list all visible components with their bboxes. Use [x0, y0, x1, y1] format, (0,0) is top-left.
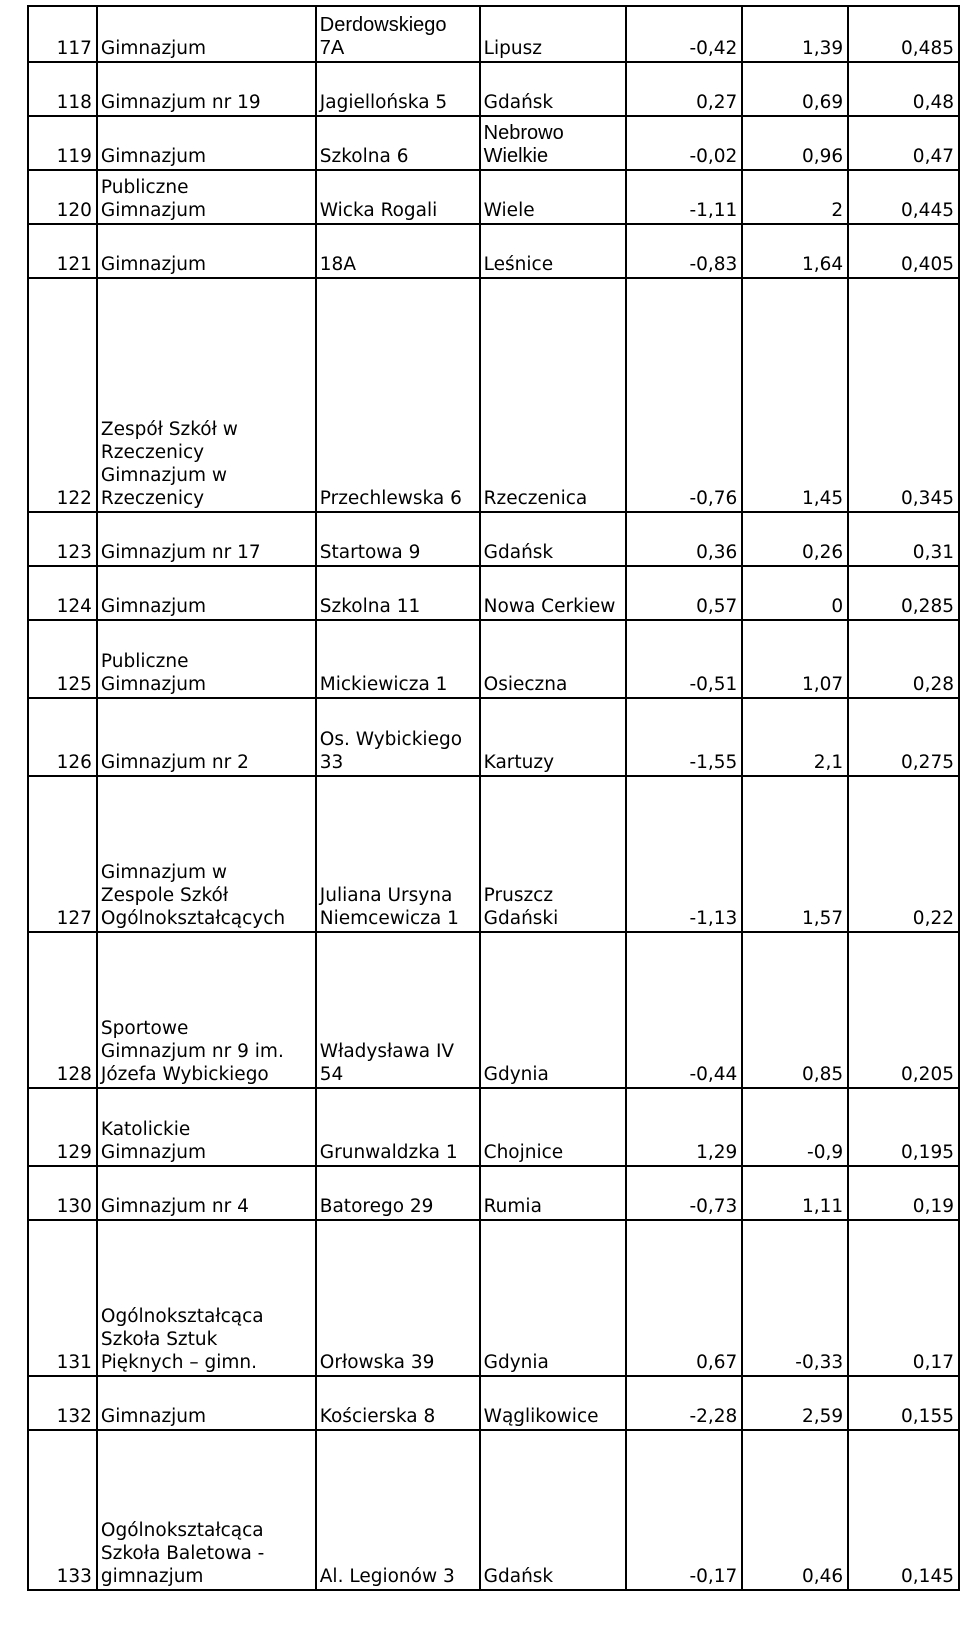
school-name: Publiczne Gimnazjum	[97, 170, 316, 224]
value-1: -0,73	[626, 1166, 743, 1220]
row-number: 132	[28, 1376, 97, 1430]
table-row	[28, 932, 959, 1088]
school-name: Katolickie Gimnazjum	[97, 1088, 316, 1166]
row-number: 123	[28, 512, 97, 566]
value-3: 0,195	[848, 1088, 959, 1166]
school-street: Władysława IV 54	[316, 932, 480, 1088]
row-number: 133	[28, 1430, 97, 1590]
row-number: 126	[28, 698, 97, 776]
value-2: 2,1	[742, 698, 848, 776]
value-1: -0,17	[626, 1430, 743, 1590]
value-1: -0,51	[626, 620, 743, 698]
school-street: Szkolna 11	[316, 566, 480, 620]
value-2: 2,59	[742, 1376, 848, 1430]
row-number: 127	[28, 776, 97, 932]
row-number: 128	[28, 932, 97, 1088]
school-city: Lipusz	[480, 6, 626, 62]
table-row	[28, 278, 959, 512]
value-2: 0,26	[742, 512, 848, 566]
school-name: Zespół Szkół w Rzeczenicy Gimnazjum w Rzeczenicy	[97, 278, 316, 512]
school-street: Szkolna 6	[316, 116, 480, 170]
row-number: 124	[28, 566, 97, 620]
school-city: Wąglikowice	[480, 1376, 626, 1430]
school-name: Sportowe Gimnazjum nr 9 im. Józefa Wybickiego	[97, 932, 316, 1088]
school-city: Rumia	[480, 1166, 626, 1220]
school-name: Gimnazjum	[97, 566, 316, 620]
school-city: Kartuzy	[480, 698, 626, 776]
table-row	[28, 62, 959, 116]
value-3: 0,19	[848, 1166, 959, 1220]
row-number: 121	[28, 224, 97, 278]
table-row	[28, 116, 959, 170]
table-row	[28, 1088, 959, 1166]
table-row	[28, 620, 959, 698]
value-3: 0,205	[848, 932, 959, 1088]
row-number: 125	[28, 620, 97, 698]
school-street: Grunwaldzka 1	[316, 1088, 480, 1166]
school-street: Os. Wybickiego 33	[316, 698, 480, 776]
school-city: Wiele	[480, 170, 626, 224]
table-row	[28, 224, 959, 278]
school-name: Ogólnokształcąca Szkoła Baletowa - gimnazjum	[97, 1430, 316, 1590]
school-street: Mickiewicza 1	[316, 620, 480, 698]
value-3: 0,155	[848, 1376, 959, 1430]
school-name: Gimnazjum	[97, 224, 316, 278]
value-2: 0	[742, 566, 848, 620]
value-1: 0,27	[626, 62, 743, 116]
school-street: Orłowska 39	[316, 1220, 480, 1376]
value-3: 0,275	[848, 698, 959, 776]
value-1: -0,76	[626, 278, 743, 512]
table-body	[28, 6, 959, 1590]
value-2: 1,57	[742, 776, 848, 932]
school-city: Gdańsk	[480, 62, 626, 116]
school-name: Gimnazjum nr 17	[97, 512, 316, 566]
value-1: -2,28	[626, 1376, 743, 1430]
school-street: Juliana Ursyna Niemcewicza 1	[316, 776, 480, 932]
value-1: -1,11	[626, 170, 743, 224]
school-name: Gimnazjum w Zespole Szkół Ogólnokształcących	[97, 776, 316, 932]
schools-table	[27, 5, 960, 1591]
school-city: Nowa Cerkiew	[480, 566, 626, 620]
school-city: Gdańsk	[480, 1430, 626, 1590]
school-street: Kościerska 8	[316, 1376, 480, 1430]
row-number: 122	[28, 278, 97, 512]
school-city: Nebrowo Wielkie	[480, 116, 626, 170]
value-3: 0,48	[848, 62, 959, 116]
value-1: 0,36	[626, 512, 743, 566]
value-3: 0,445	[848, 170, 959, 224]
school-name: Gimnazjum nr 19	[97, 62, 316, 116]
school-name: Gimnazjum	[97, 116, 316, 170]
school-name: Publiczne Gimnazjum	[97, 620, 316, 698]
school-name: Gimnazjum	[97, 1376, 316, 1430]
school-city: Gdynia	[480, 932, 626, 1088]
value-1: -0,44	[626, 932, 743, 1088]
value-1: -1,55	[626, 698, 743, 776]
row-number: 119	[28, 116, 97, 170]
school-name: Gimnazjum nr 4	[97, 1166, 316, 1220]
row-number: 120	[28, 170, 97, 224]
value-3: 0,47	[848, 116, 959, 170]
school-name: Gimnazjum nr 2	[97, 698, 316, 776]
school-street: Al. Legionów 3	[316, 1430, 480, 1590]
value-3: 0,345	[848, 278, 959, 512]
row-number: 130	[28, 1166, 97, 1220]
row-number: 129	[28, 1088, 97, 1166]
table-row	[28, 1166, 959, 1220]
value-1: 1,29	[626, 1088, 743, 1166]
value-2: 0,46	[742, 1430, 848, 1590]
value-3: 0,285	[848, 566, 959, 620]
school-city: Osieczna	[480, 620, 626, 698]
value-2: 1,11	[742, 1166, 848, 1220]
school-street: Wicka Rogali	[316, 170, 480, 224]
value-2: -0,9	[742, 1088, 848, 1166]
table-row	[28, 1376, 959, 1430]
school-street: 18A	[316, 224, 480, 278]
school-city: Leśnice	[480, 224, 626, 278]
school-name: Gimnazjum	[97, 6, 316, 62]
value-1: -1,13	[626, 776, 743, 932]
school-city: Rzeczenica	[480, 278, 626, 512]
value-2: 1,39	[742, 6, 848, 62]
value-3: 0,31	[848, 512, 959, 566]
school-street: Batorego 29	[316, 1166, 480, 1220]
table-row	[28, 1220, 959, 1376]
value-2: 0,96	[742, 116, 848, 170]
value-2: 1,07	[742, 620, 848, 698]
table-row	[28, 6, 959, 62]
school-name: Ogólnokształcąca Szkoła Sztuk Pięknych – gimn.	[97, 1220, 316, 1376]
value-3: 0,17	[848, 1220, 959, 1376]
table-row	[28, 776, 959, 932]
table-row	[28, 512, 959, 566]
value-3: 0,145	[848, 1430, 959, 1590]
value-1: -0,42	[626, 6, 743, 62]
value-3: 0,405	[848, 224, 959, 278]
value-2: 0,85	[742, 932, 848, 1088]
value-1: 0,67	[626, 1220, 743, 1376]
school-city: Gdańsk	[480, 512, 626, 566]
value-3: 0,28	[848, 620, 959, 698]
row-number: 117	[28, 6, 97, 62]
table-row	[28, 1430, 959, 1590]
school-street: Przechlewska 6	[316, 278, 480, 512]
school-street: Startowa 9	[316, 512, 480, 566]
value-3: 0,22	[848, 776, 959, 932]
value-2: -0,33	[742, 1220, 848, 1376]
value-2: 0,69	[742, 62, 848, 116]
school-city: Chojnice	[480, 1088, 626, 1166]
value-1: -0,02	[626, 116, 743, 170]
table-row	[28, 170, 959, 224]
value-1: 0,57	[626, 566, 743, 620]
school-city: Pruszcz Gdański	[480, 776, 626, 932]
value-2: 2	[742, 170, 848, 224]
row-number: 131	[28, 1220, 97, 1376]
school-street: Derdowskiego 7A	[316, 6, 480, 62]
value-3: 0,485	[848, 6, 959, 62]
school-city: Gdynia	[480, 1220, 626, 1376]
value-1: -0,83	[626, 224, 743, 278]
value-2: 1,64	[742, 224, 848, 278]
value-2: 1,45	[742, 278, 848, 512]
table-row	[28, 566, 959, 620]
table-row	[28, 698, 959, 776]
row-number: 118	[28, 62, 97, 116]
school-street: Jagiellońska 5	[316, 62, 480, 116]
